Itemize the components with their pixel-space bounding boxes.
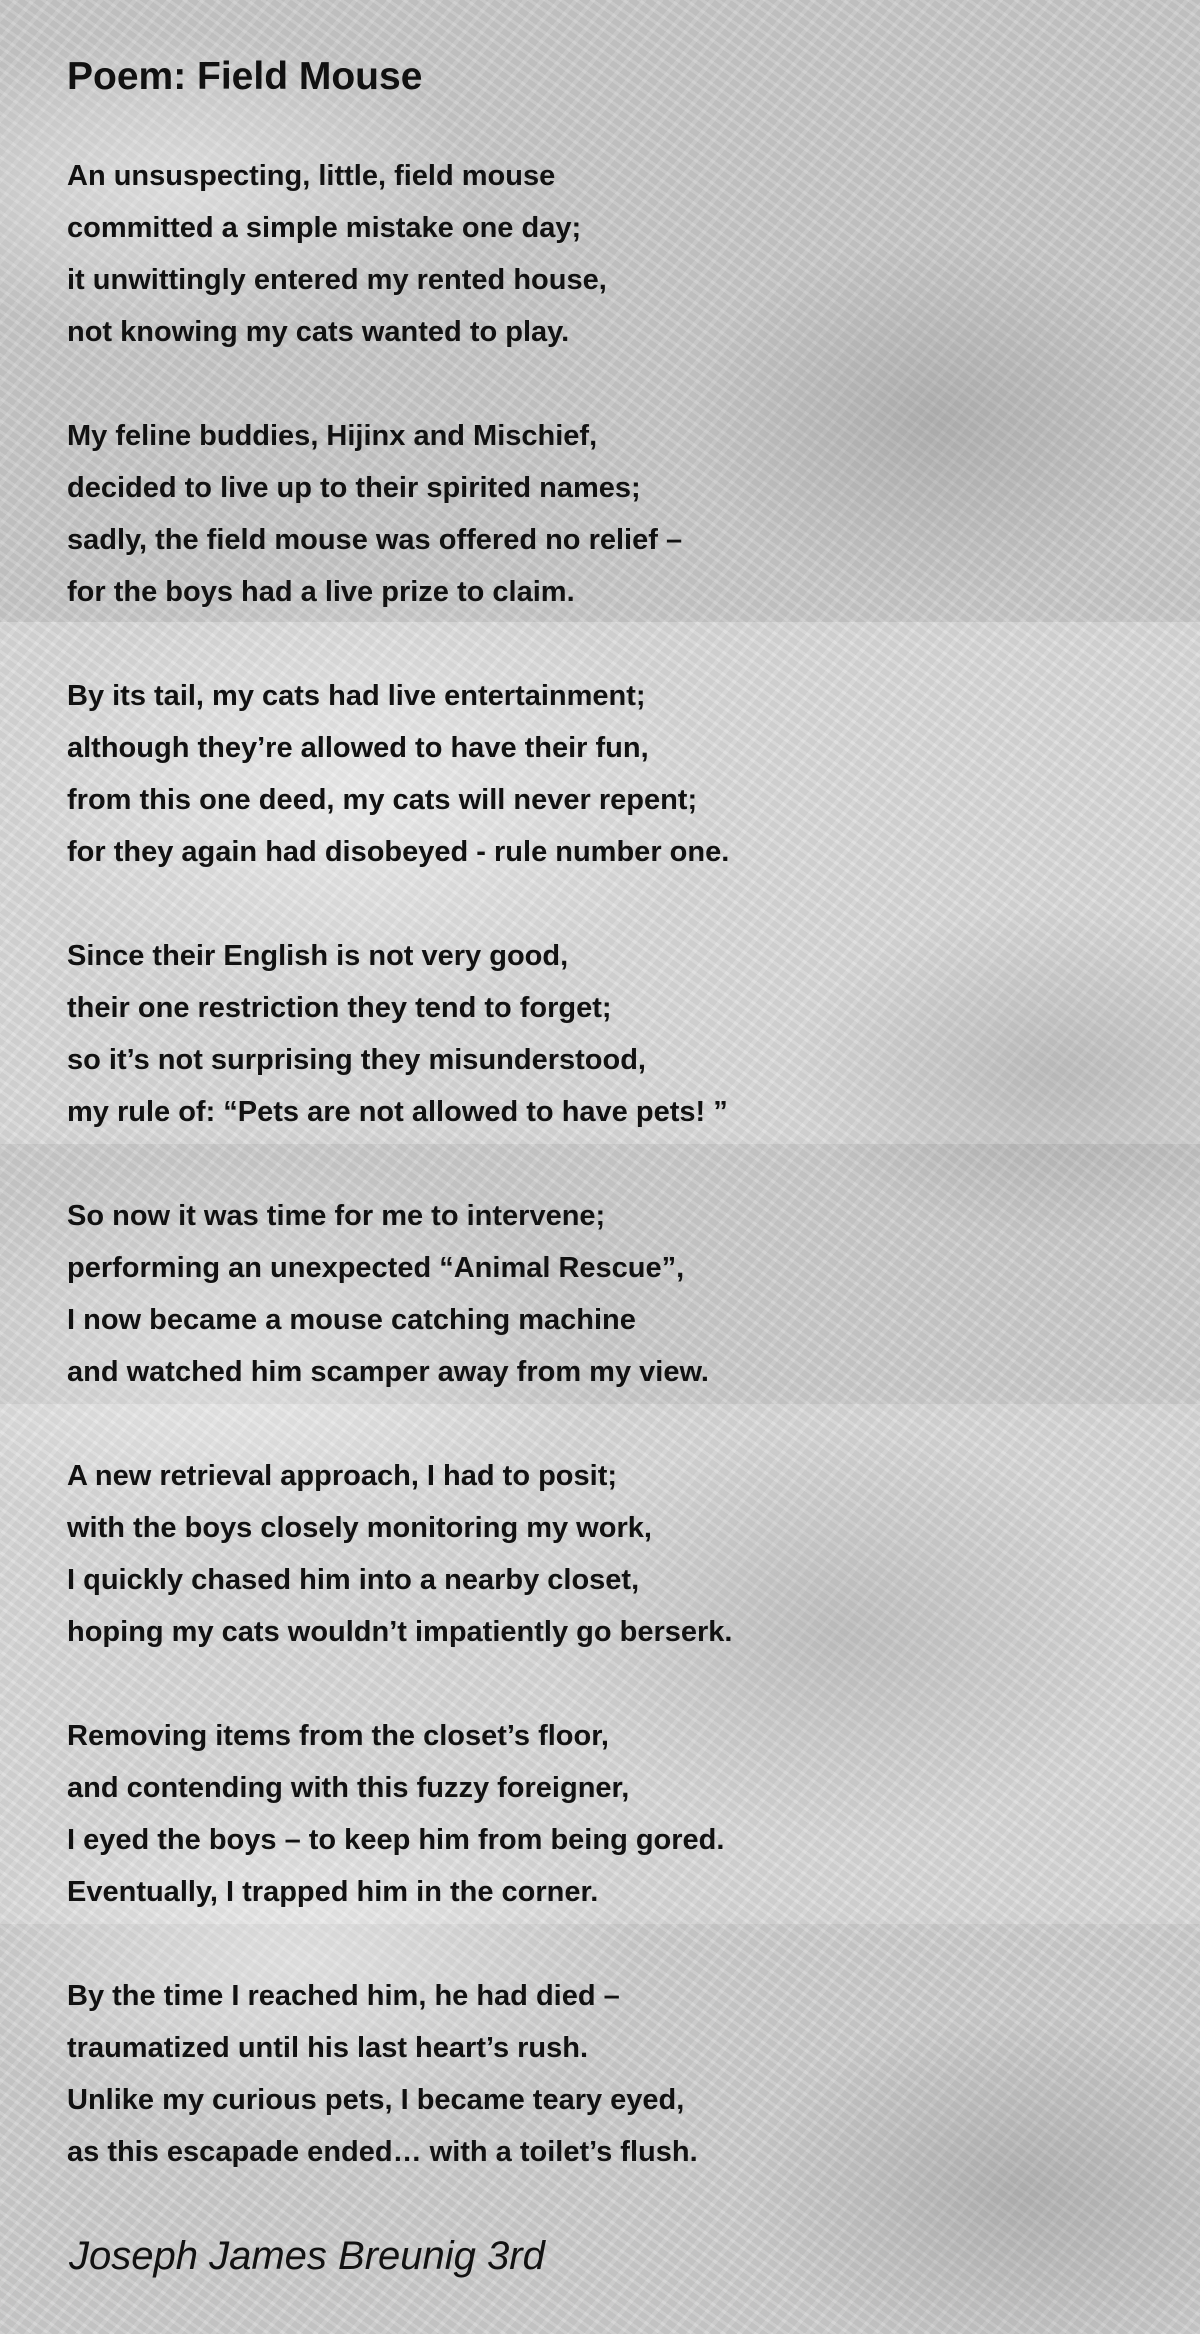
poem-line: Eventually, I trapped him in the corner. [67,1876,599,1908]
poem-line: traumatized until his last heart’s rush. [67,2032,589,2064]
poem-line: my rule of: “Pets are not allowed to have pets! ” [67,1096,728,1128]
poem-line: performing an unexpected “Animal Rescue”, [67,1252,685,1284]
poem-line: An unsuspecting, little, field mouse [67,160,556,192]
poem-stanza [67,150,607,358]
poem-line: Since their English is not very good, [67,940,569,972]
poem-author: Joseph James Breunig 3rd [69,2234,545,2278]
poem-line: it unwittingly entered my rented house, [67,264,607,296]
poem-line: A new retrieval approach, I had to posit; [67,1460,618,1492]
poem-line: so it’s not surprising they misunderstood, [67,1044,646,1076]
poem-line: with the boys closely monitoring my work, [67,1512,652,1544]
poem-line: Removing items from the closet’s floor, [67,1720,609,1752]
poem-stanza [67,1190,709,1398]
poem-line: for the boys had a live prize to claim. [67,576,575,608]
poem-line: not knowing my cats wanted to play. [67,316,570,348]
poem-stanza [67,930,728,1138]
poem-line: and contending with this fuzzy foreigner, [67,1772,630,1804]
poem-line: for they again had disobeyed - rule number one. [67,836,730,868]
poem-stanza [67,1710,724,1918]
poem-stanza [67,410,682,618]
poem-line: I eyed the boys – to keep him from being gored. [67,1824,725,1856]
poem-stanza [67,670,729,878]
poem-line: By its tail, my cats had live entertainment; [67,680,646,712]
poem-line: By the time I reached him, he had died – [67,1980,620,2012]
poem-stanza [67,1450,733,1658]
poem-line: So now it was time for me to intervene; [67,1200,606,1232]
poem-line: as this escapade ended… with a toilet’s flush. [67,2136,698,2168]
poem-line: I now became a mouse catching machine [67,1304,636,1336]
poem-line: sadly, the field mouse was offered no relief – [67,524,683,556]
poem-line: from this one deed, my cats will never repent; [67,784,698,816]
poem-title: Poem: Field Mouse [67,55,423,98]
poem-line: I quickly chased him into a nearby closet, [67,1564,640,1596]
poem-line: although they’re allowed to have their fun, [67,732,649,764]
poem-line: and watched him scamper away from my view. [67,1356,709,1388]
poem-line: Unlike my curious pets, I became teary eyed, [67,2084,685,2116]
poem-line: hoping my cats wouldn’t impatiently go berserk. [67,1616,733,1648]
poem-line: committed a simple mistake one day; [67,212,582,244]
poem-line: My feline buddies, Hijinx and Mischief, [67,420,598,452]
poem-line: decided to live up to their spirited names; [67,472,641,504]
poem-line: their one restriction they tend to forget; [67,992,612,1024]
poem-stanza [67,1970,698,2178]
